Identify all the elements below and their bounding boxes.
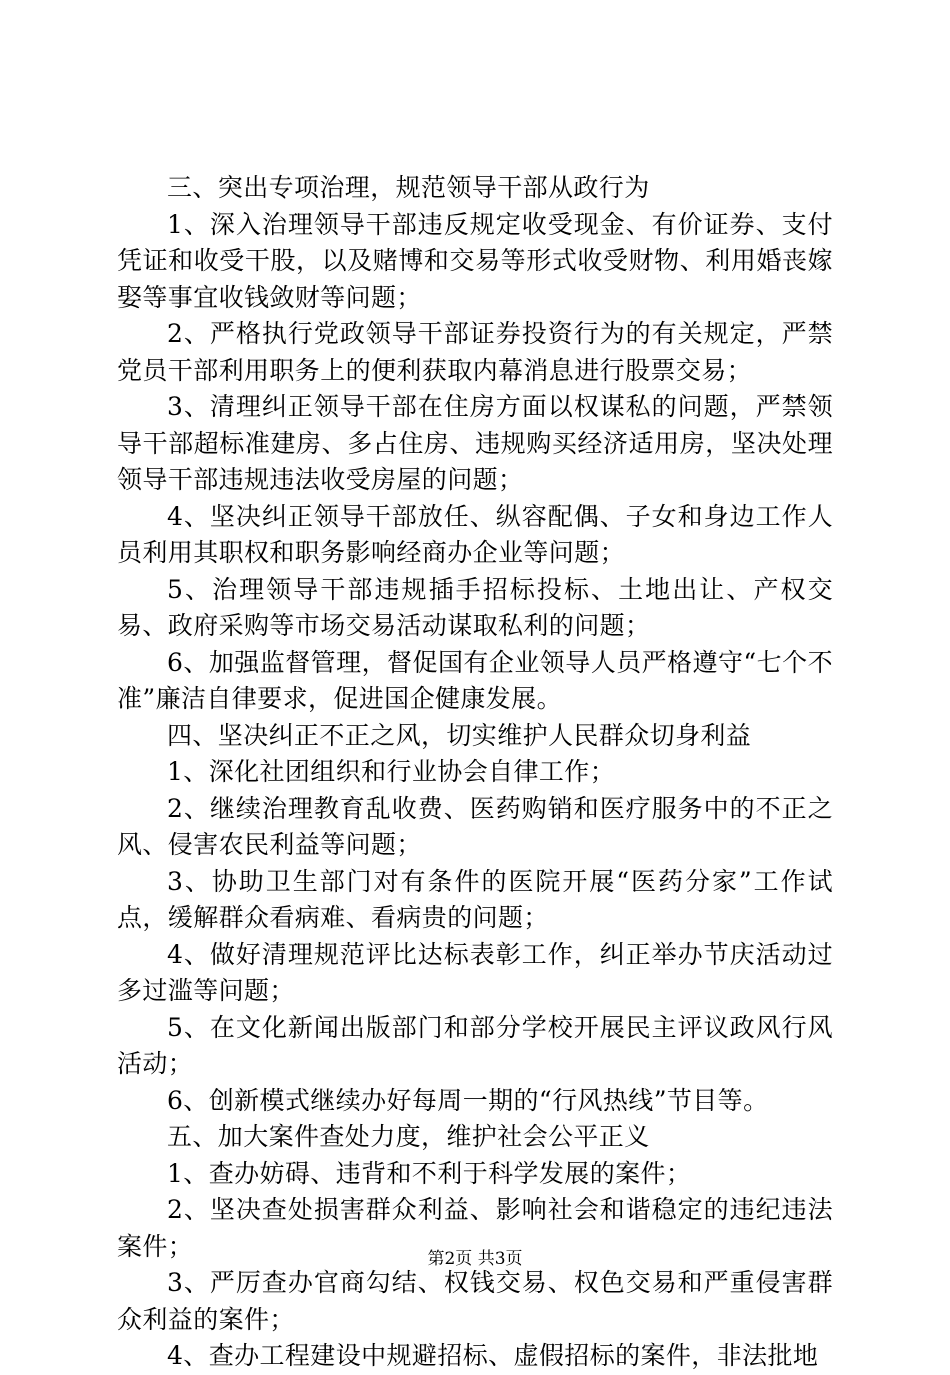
page-footer [0,1244,950,1269]
list-item: 3、严厉查办官商勾结、权钱交易、权色交易和严重侵害群众利益的案件； [117,1268,833,1334]
list-item: 2、继续治理教育乱收费、医药购销和医疗服务中的不正之风、侵害农民利益等问题； [117,793,833,859]
section-heading-4: 四、坚决纠正不正之风，切实维护人民群众切身利益 [167,720,752,750]
list-item: 3、清理纠正领导干部在住房方面以权谋私的问题，严禁领导干部超标准建房、多占住房、违规购买经济适用房，坚决处理领导干部违规违法收受房屋的问题； [117,392,833,494]
list-item: 4、坚决纠正领导干部放任、纵容配偶、子女和身边工作人员利用其职权和职务影响经商办企业等问题； [117,501,833,567]
list-item: 6、创新模式继续办好每周一期的“行风热线”节目等。 [167,1085,769,1115]
list-item: 2、严格执行党政领导干部证券投资行为的有关规定，严禁党员干部利用职务上的便利获取内幕消息进行股票交易； [117,319,833,385]
list-item: 1、查办妨碍、违背和不利于科学发展的案件； [167,1158,692,1188]
section-heading-5: 五、加大案件查处力度，维护社会公平正义 [167,1122,650,1151]
document-body [117,170,833,1375]
list-item: 2、坚决查处损害群众利益、影响社会和谐稳定的违纪违法案件； [117,1195,833,1261]
list-item: 4、做好清理规范评比达标表彰工作，纠正举办节庆活动过多过滥等问题； [117,939,833,1005]
page-number-label: 第2页 共3页 [427,1249,523,1269]
list-item: 5、在文化新闻出版部门和部分学校开展民主评议政风行风活动； [117,1012,833,1078]
list-item: 4、查办工程建设中规避招标、虚假招标的案件，非法批地 [167,1341,819,1370]
list-item: 5、治理领导干部违规插手招标投标、土地出让、产权交易、政府采购等市场交易活动谋取私利的问题； [117,574,833,640]
list-item: 1、深入治理领导干部违反规定收受现金、有价证券、支付凭证和收受干股，以及赌博和交易等形式收受财物、利用婚丧嫁娶等事宜收钱敛财等问题； [117,209,833,312]
list-item: 3、协助卫生部门对有条件的医院开展“医药分家”工作试点，缓解群众看病难、看病贵的问题； [117,866,833,932]
list-item: 1、深化社团组织和行业协会自律工作； [167,757,616,786]
section-heading-3: 三、突出专项治理，规范领导干部从政行为 [167,173,650,202]
list-item: 6、加强监督管理，督促国有企业领导人员严格遵守“七个不准”廉洁自律要求，促进国企健康发展。 [117,647,833,713]
